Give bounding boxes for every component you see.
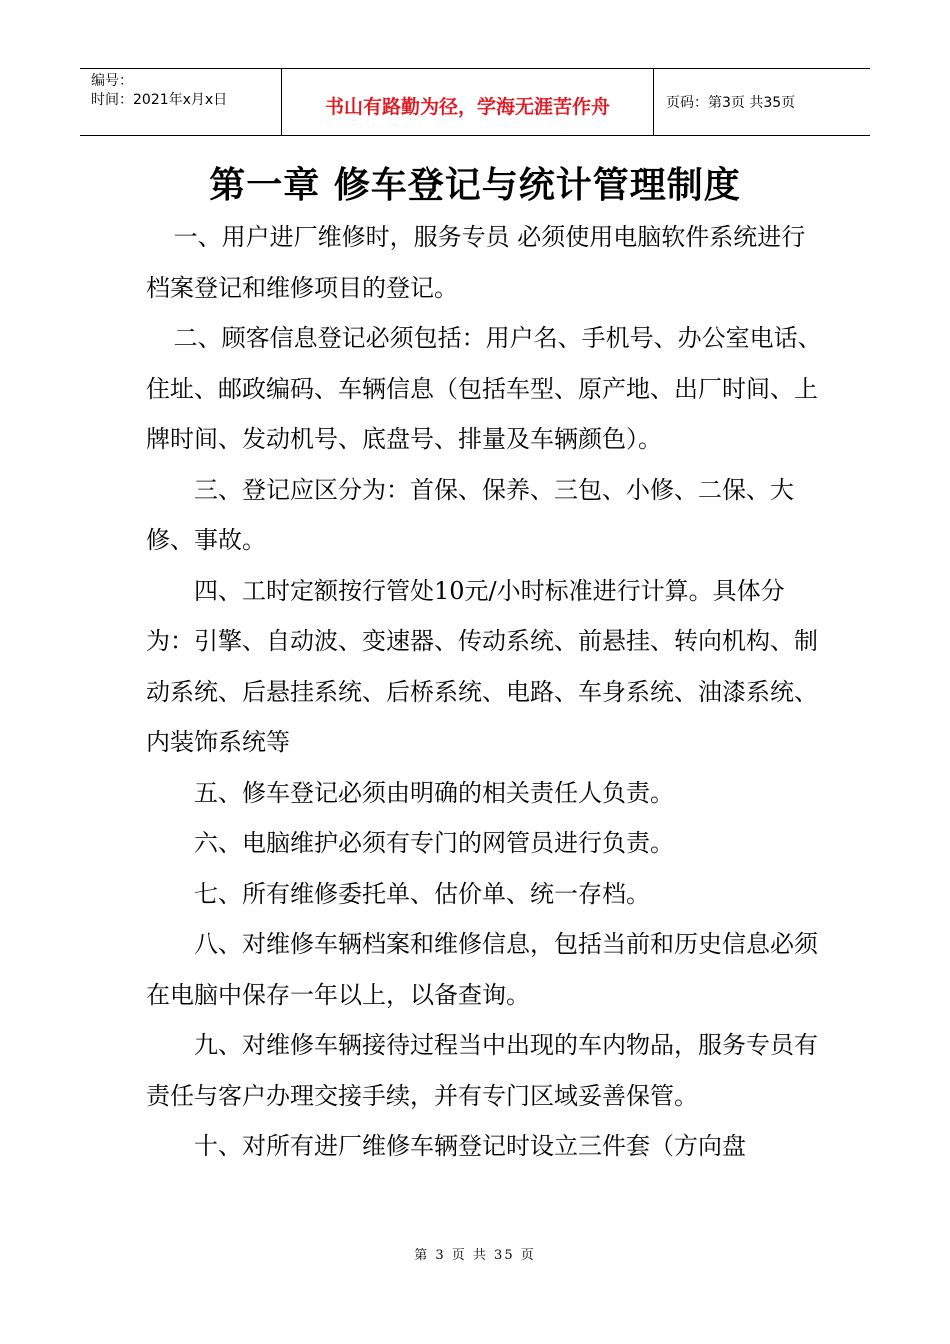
header-motto: 书山有路勤为径，学海无涯苦作舟 [282, 69, 654, 135]
paragraph-10: 十、对所有进厂维修车辆登记时设立三件套（方向盘 [194, 1132, 746, 1160]
page-header [80, 68, 870, 136]
document-body [146, 212, 822, 1172]
time-label: 时间：2021年x月x日 [91, 92, 228, 108]
paragraph-5: 五、修车登记必须由明确的相关责任人负责。 [194, 778, 674, 807]
paragraph-1: 一、用户进厂维修时，服务专员 必须使用电脑软件系统进行档案登记和维修项目的登记。 [146, 223, 806, 302]
paragraph-7: 七、所有维修委托单、估价单、统一存档。 [194, 879, 650, 908]
paragraph-9: 九、对维修车辆接待过程当中出现的车内物品，服务专员有责任与客户办理交接手续，并有专门区域妥善保管。 [146, 1031, 818, 1110]
paragraph-2: 二、顾客信息登记必须包括：用户名、手机号、办公室电话、住址、邮政编码、车辆信息（包括车型、原产地、出厂时间、上牌时间、发动机号、底盘号、排量及车辆颜色）。 [146, 324, 822, 453]
paragraph-4: 四、工时定额按行管处10元/小时标准进行计算。具体分为：引擎、自动波、变速器、传动系统、前悬挂、转向机构、制动系统、后悬挂系统、后桥系统、电路、车身系统、油漆系统、内装饰系统等 [146, 576, 818, 756]
paragraph-8: 八、对维修车辆档案和维修信息，包括当前和历史信息必须在电脑中保存一年以上，以备查询。 [146, 930, 818, 1009]
number-label: 编号： [91, 73, 133, 89]
page-footer: 第 3 页 共 35 页 [414, 1248, 536, 1263]
paragraph-6: 六、电脑维护必须有专门的网管员进行负责。 [194, 829, 674, 857]
header-page-info: 页码：第3页 共35页 [666, 95, 796, 111]
page-title: 第一章 修车登记与统计管理制度 [209, 164, 741, 206]
paragraph-3: 三、登记应区分为：首保、保养、三包、小修、二保、大修、事故。 [146, 475, 794, 554]
header-meta [80, 69, 282, 135]
